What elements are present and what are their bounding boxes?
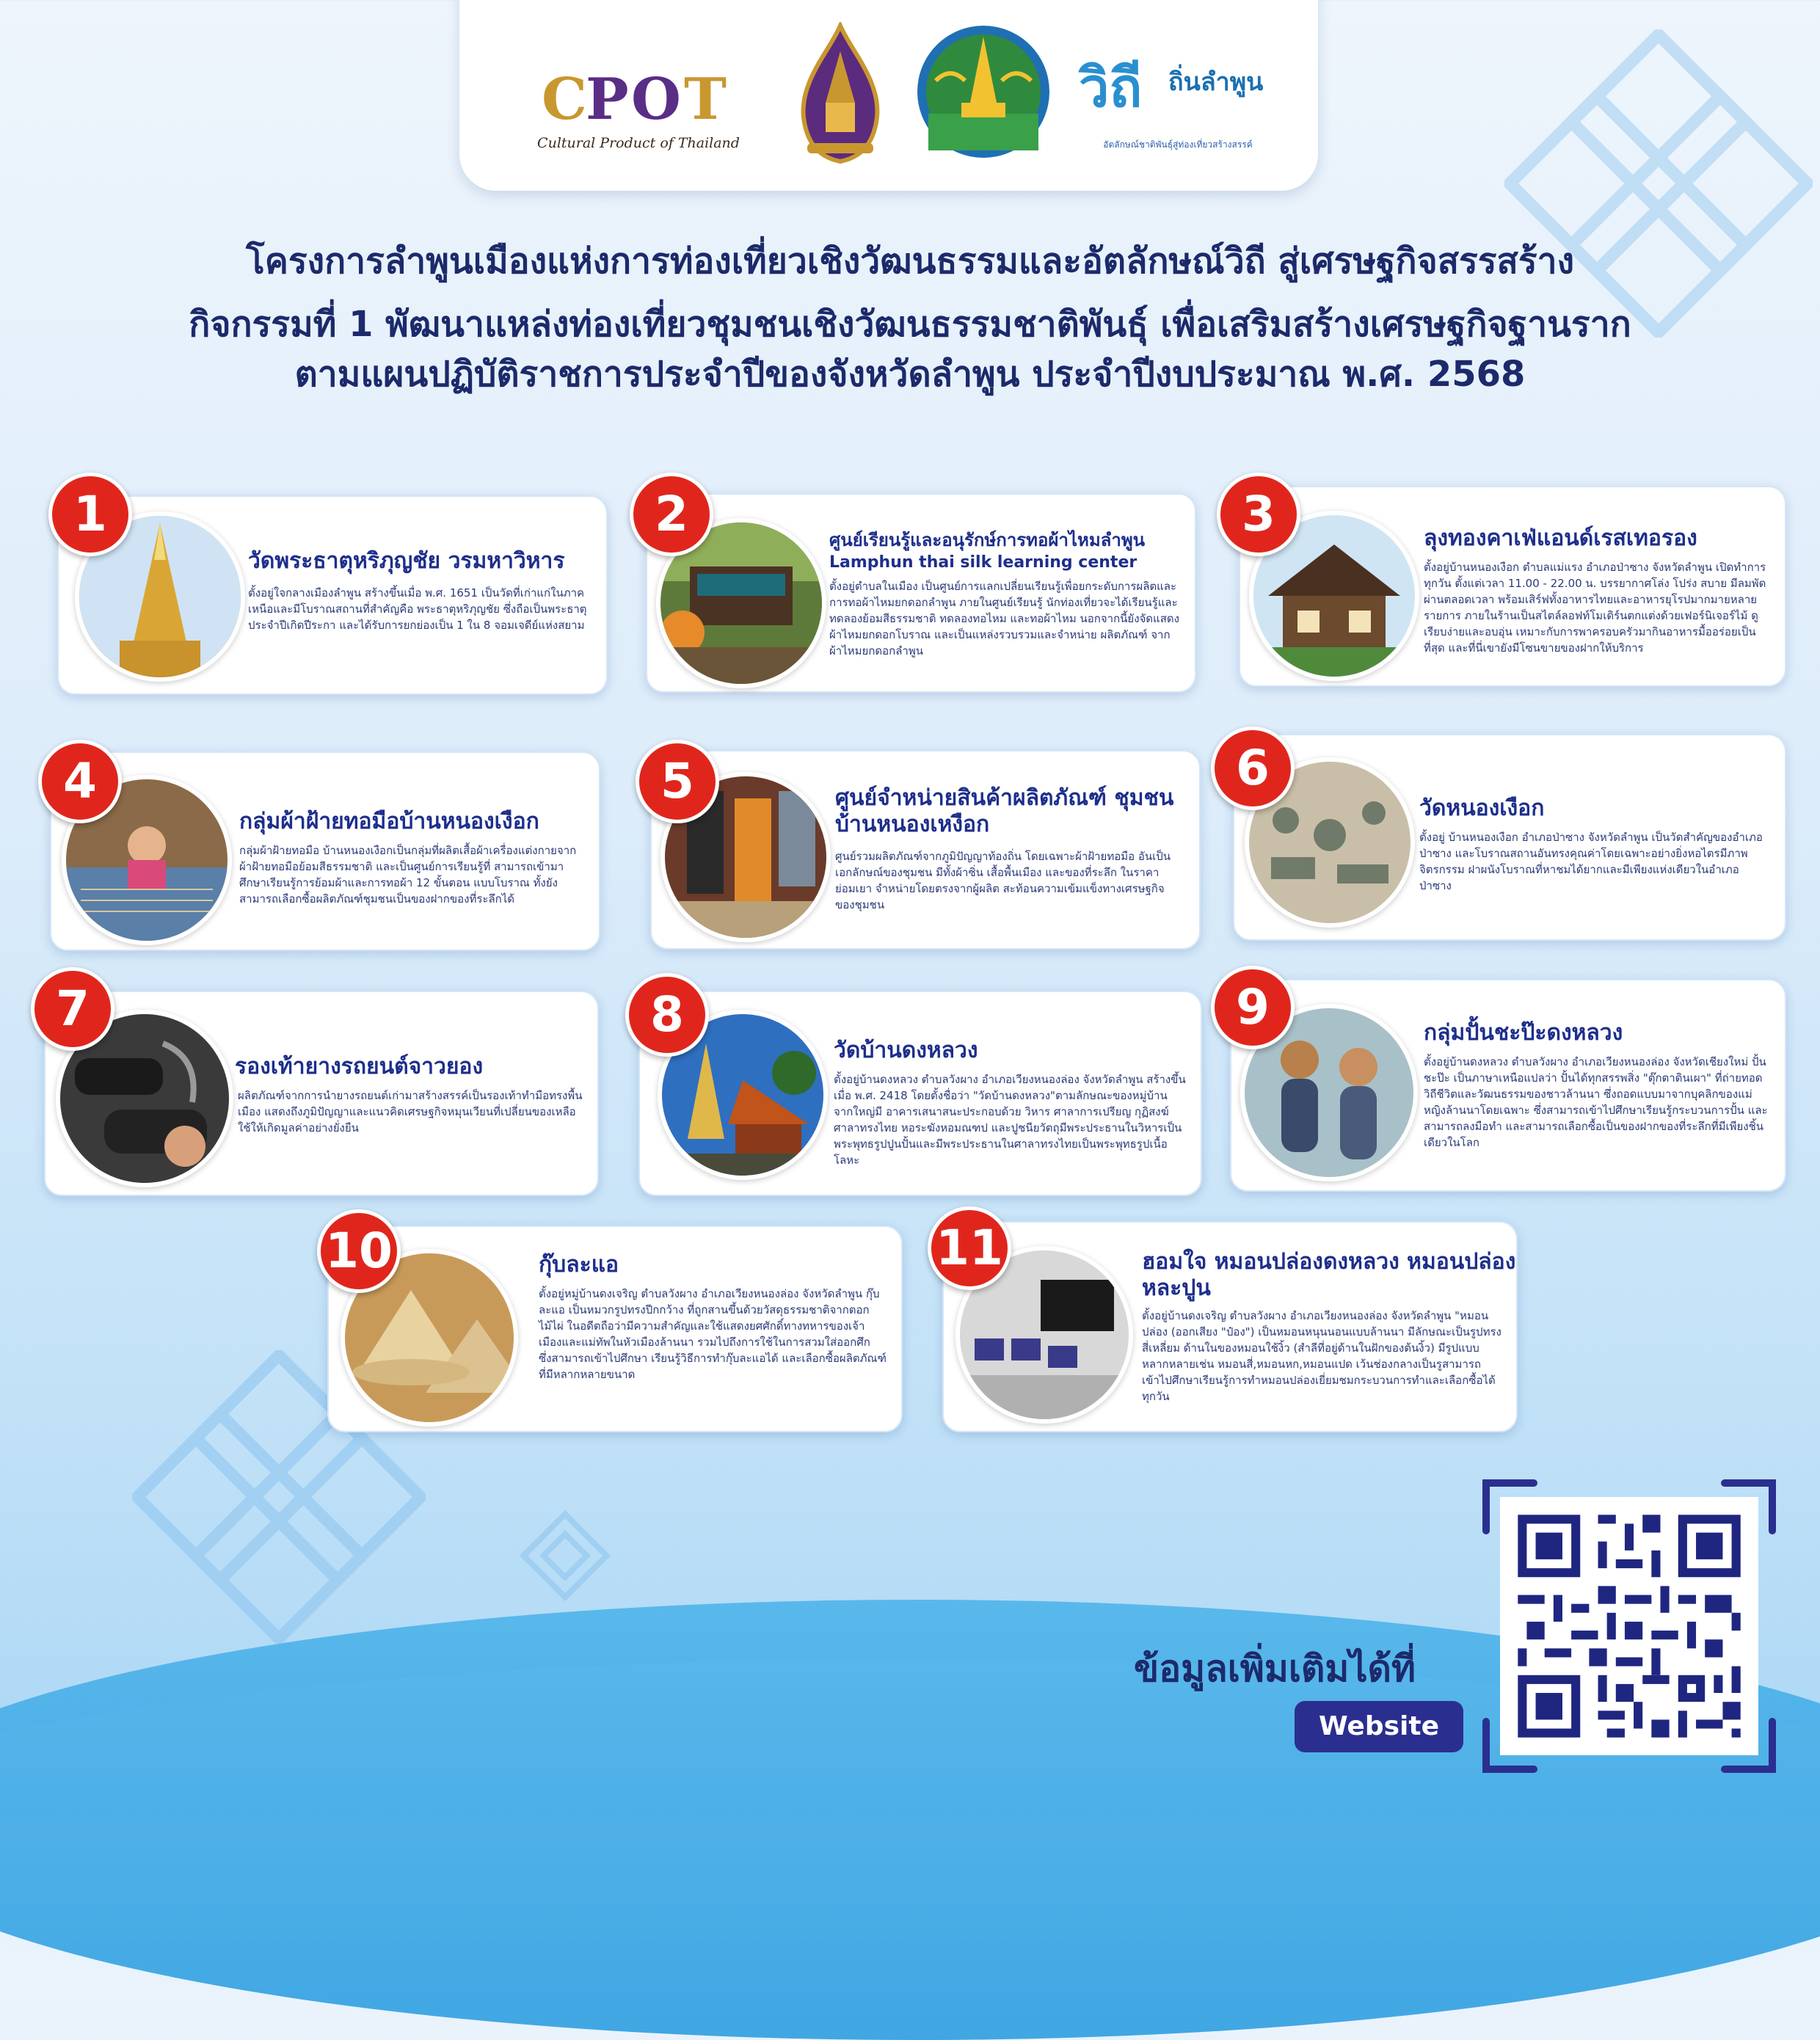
attraction-card-8[interactable] [638,991,1202,1196]
card-11-number-badge: 11 [928,1206,1011,1290]
card-10-number-badge: 10 [317,1209,401,1293]
cpot-caption: Cultural Product of Thailand [537,135,740,151]
cpot-logo [528,59,749,161]
card-8-description: ตั้งอยู่บ้านดงหลวง ตำบลวังผาง อำเภอเวียงหนองล่อง จังหวัดลำพูน สร้างขึ้นเมื่อ พ.ศ. 2418 โดยตั้งชื่อว่า "วัดบ้านดงหลวง"ตามลักษณะของหมู่บ้านจากใหญ่มี อาคารเสนาสนะประกอบด้วย วิหาร ศาลาการเปรียญ กุฏิสงฆ์ศาลาทรงไทย หอระฆังหอมณฑป และปูชนียวัตถุมีพระประธานในวิหารเป็นพระพุทธรูปปูนปั้นและมีพระประธานในศาลาทรงไทยเป็นพระพุทธรูปเนื้อโลหะ [834,1073,1186,1167]
province-seal-icon [914,22,1053,161]
card-5-title: ศูนย์จำหน่ายสินค้าผลิตภัณฑ์ ชุมชนบ้านหนองเหงือก [835,785,1174,837]
card-4-number-badge: 4 [38,740,122,823]
card-10-description: ตั้งอยู่หมู่บ้านดงเจริญ ตำบลวังผาง อำเภอเวียงหนองล่อง จังหวัดลำพูน กุ๊บละแอ เป็นหมวกรูปทรงปีกกว้าง ที่ถูกสานขึ้นด้วยวัสดุธรรมชาติจากตอกไม้ไผ่ ในอดีตถือว่ามีความสำคัญและใช้แสดงยศศักดิ์ทางทหารของเจ้าเมืองและแม่ทัพในหัวเมืองล้านนา รวมไปถึงการใช้ในการสวมใส่ออกศึก ซึ่งสามารถเข้าไปศึกษา เรียนรู้วิธีการทำกุ๊บละแอได้ และเลือกซื้อผลิตภัณฑ์ที่มีหลากหลายขนาด [539,1287,887,1381]
withi-thin-lamphun-logo [1079,44,1277,169]
card-11-title: ฮอมใจ หมอนปล่องดงหลวง หมอนปล่องหละปูน [1142,1249,1516,1301]
card-3-title: ลุงทองคาเฟ่แอนด์เรสเทอรอง [1424,525,1697,551]
card-1-number-badge: 1 [48,473,132,556]
card-9-description: ตั้งอยู่บ้านดงหลวง ตำบลวังผาง อำเภอเวียงหนองล่อง จังหวัดเชียงใหม่ ปั้นชะป๊ะ เป็นภาษาเหนือแปลว่า ปั้นได้ทุกสรรพสิ่ง "ตุ๊กตาดินเผา" ที่ถ่ายทอดวิถีชีวิตและวัฒนธรรมของชาวล้านนา ซึ่งถอดแบบมาจากบุคลิกของแม่หญิงล้านนาโดยเฉพาะ ซึ่งสามารถเข้าไปศึกษาเรียนรู้กระบวนการปั้น และสามารถลงมือทำ และสามารถเลือกซื้อเป็นของฝากของที่ระลึกที่มีเพียงชิ้นเดียวในโลก [1424,1055,1768,1149]
card-9-title: กลุ่มปั้นชะป๊ะดงหลวง [1424,1020,1623,1046]
more-info-label: ข้อมูลเพิ่มเติมได้ที่ [1134,1647,1416,1690]
card-2-title: ศูนย์เรียนรู้และอนุรักษ์การทอผ้าไหมลำพูน [829,530,1146,550]
attraction-card-7[interactable] [44,991,599,1196]
page-title-line1: โครงการลำพูนเมืองแห่งการท่องเที่ยวเชิงวัฒนธรรมและอัตลักษณ์วิถี สู่เศรษฐกิจสรรสร้าง [245,241,1575,282]
website-qr-code[interactable] [1500,1497,1758,1755]
card-8-title: วัดบ้านดงหลวง [834,1038,978,1063]
card-7-title: รองเท้ายางรถยนต์จาวยอง [235,1054,484,1079]
card-1-description: ตั้งอยู่ใจกลางเมืองลำพูน สร้างขึ้นเมื่อ พ.ศ. 1651 เป็นวัดที่เก่าแก่ในภาคเหนือและมีโบราณสถานที่สำคัญคือ พระธาตุหริภุญชัย ซึ่งถือเป็นพระธาตุประจำปีเกิดปีระกา และได้รับการยกย่องเป็น 1 ใน 8 จอมเจดีย์แห่งสยาม [248,586,587,632]
page-title-line3: ตามแผนปฏิบัติราชการประจำปีของจังหวัดลำพูน ประจำปีงบประมาณ พ.ศ. 2568 [294,354,1526,395]
withi-logo-tagline: อัตลักษณ์ชาติพันธุ์สู่ท่องเที่ยวสร้างสรรค์ [1103,139,1253,150]
card-3-description: ตั้งอยู่บ้านหนองเงือก ตำบลแม่แรง อำเภอป่าซาง จังหวัดลำพูน เปิดทำการทุกวัน ตั้งแต่เวลา 11.00 - 22.00 น. บรรยากาศโล่ง โปร่ง สบาย มีลมพัดผ่านตลอดเวลา พร้อมเสิร์ฟทั้งอาหารไทยและอาหารยุโรปมากมายหลายรายการ ภายในร้านเป็นสไตล์ลอฟท์โมเดิร์นตกแต่งด้วยเฟอร์นิเจอร์ไม้ ดูเรียบง่ายและอบอุ่น เหมาะกับการพาครอบครัวมากินอาหารมื้ออร่อยเป็นที่สุด และที่นี่เขายังมีโซนขายของฝากให้บริการ [1424,561,1766,655]
card-10-title: กุ๊บละแอ [539,1252,619,1278]
card-7-description: ผลิตภัณฑ์จากการนำยางรถยนต์เก่ามาสร้างสรรค์เป็นรองเท้าทำมือทรงพื้นเมือง แสดงถึงภูมิปัญญาและแนวคิดเศรษฐกิจหมุนเวียนที่เปลี่ยนของเหลือใช้ให้เกิดมูลค่าอย่างยั่งยืน [238,1089,583,1134]
card-6-description: ตั้งอยู่ บ้านหนองเงือก อำเภอป่าซาง จังหวัดลำพูน เป็นวัดสำคัญของอำเภอป่าซาง และโบราณสถานอันทรงคุณค่าโดยเฉพาะอย่างยิ่งหอไตรมีภาพจิตรกรรม ฝาผนังโบราณที่หาชมได้ยากและมีเพียงแห่งเดียวในอำเภอป่าซาง [1419,831,1763,892]
attraction-card-9[interactable] [1230,979,1786,1192]
card-7-number-badge: 7 [31,967,114,1051]
lanna-knot-pattern-top-right [1504,29,1813,338]
card-4-description: กลุ่มผ้าฝ้ายทอมือ บ้านหนองเงือกเป็นกลุ่มที่ผลิตเสื้อผ้าเครื่องแต่งกายจากผ้าฝ้ายทอมือย้อมสีธรรมชาติ และเป็นศูนย์การเรียนรู้ที่ สามารถเข้ามาศึกษาเรียนรู้การย้อมผ้าและการทอผ้า 12 ขั้นตอน แบบโบราณ ทั้งยังสามารถเลือกซื้อผลิตภัณฑ์ชุมชนเป็นของฝากของที่ระลึกได้ [239,844,577,906]
svg-text:P: P [586,66,629,132]
temple-crest-icon [793,22,888,169]
card-6-title: วัดหนองเงือก [1419,795,1545,821]
page-title-line2: กิจกรรมที่ 1 พัฒนาแหล่งท่องเที่ยวชุมชนเชิงวัฒนธรรมชาติพันธุ์ เพื่อเสริมสร้างเศรษฐกิจฐานราก [189,304,1631,345]
card-4-title: กลุ่มผ้าฝ้ายทอมือบ้านหนองเงือก [239,809,539,834]
card-5-number-badge: 5 [636,740,719,823]
card-1-title: วัดพระธาตุหริภุญชัย วรมหาวิหาร [248,548,565,574]
card-8-number-badge: 8 [625,973,709,1057]
attraction-card-6[interactable] [1233,734,1786,941]
attraction-card-11[interactable] [942,1221,1518,1432]
card-2-description: ตั้งอยู่ตำบลในเมือง เป็นศูนย์การแลกเปลี่ยนเรียนรู้เพื่อยกระดับการผลิตและการทอผ้าไหมยกดอกลำพูน ภายในศูนย์เรียนรู้ นักท่องเที่ยวจะได้เรียนรู้และทดลองย้อมสีธรรมชาติ ทดลองทอไหม และทอผ้าไหม นอกจากนี้ยังจัดแสดงผ้าไหมยกดอกโบราณ และเป็นแหล่งรวบรวมและจำหน่าย ผลิตภัณฑ์ จากผ้าไหมยกดอกลำพูน [829,580,1179,657]
attraction-card-3[interactable] [1239,486,1786,687]
ministry-of-culture-logo [793,22,888,169]
card-5-description: ศูนย์รวมผลิตภัณฑ์จากภูมิปัญญาท้องถิ่น โดยเฉพาะผ้าฝ้ายทอมือ อันเป็นเอกลักษณ์ของชุมชน มีทั้งผ้าซิ่น เสื้อพื้นเมือง และของที่ระลึก ในราคาย่อมเยา จำหน่ายโดยตรงจากผู้ผลิต สะท้อนความเข้มแข็งทางเศรษฐกิจของชุมชน [835,850,1171,911]
cpot-mark-icon [528,59,749,132]
svg-text:O: O [631,66,681,132]
attraction-card-2[interactable] [646,493,1196,693]
lamphun-province-seal [914,22,1053,161]
card-6-number-badge: 6 [1211,726,1295,810]
card-9-number-badge: 9 [1211,966,1295,1049]
svg-text:T: T [684,66,727,132]
card-3-number-badge: 3 [1217,473,1300,556]
qr-code-icon [1500,1497,1758,1755]
card-2-number-badge: 2 [630,473,713,556]
website-button[interactable]: Website [1295,1701,1463,1752]
withi-logo-subtitle: ถิ่นลำพูน [1168,68,1264,97]
attraction-card-4[interactable] [50,751,600,951]
withi-logo-title: วิถี [1079,57,1143,120]
attraction-card-10[interactable] [327,1225,903,1432]
attraction-card-5[interactable] [650,750,1201,950]
card-2-english-subtitle: Lamphun thai silk learning center [829,553,1138,572]
svg-text:C: C [542,66,588,132]
card-11-description: ตั้งอยู่บ้านดงเจริญ ตำบลวังผาง อำเภอเวียงหนองล่อง จังหวัดลำพูน "หมอนปล่อง (ออกเสียง "ป๋อง") เป็นหมอนหนุนนอนแบบล้านนา มีลักษณะเป็นรูปทรงสี่เหลี่ยม ด้านในของหมอนใช้งิ้ว (สำลีที่อยู่ด้านในฝักของต้นงิ้ว) มีรูปแบบหลากหลายเช่น หมอนสี่,หมอนหก,หมอนแปด เว้นช่องกลางเป็นรูสามารถเข้าไปศึกษาเรียนรู้การทำหมอนปล่องเยี่ยมชมกระบวนการทำและเลือกซื้อได้ทุกวัน [1142,1309,1502,1403]
attraction-card-1[interactable] [57,495,608,695]
lanna-knot-pattern-small [506,1497,624,1614]
